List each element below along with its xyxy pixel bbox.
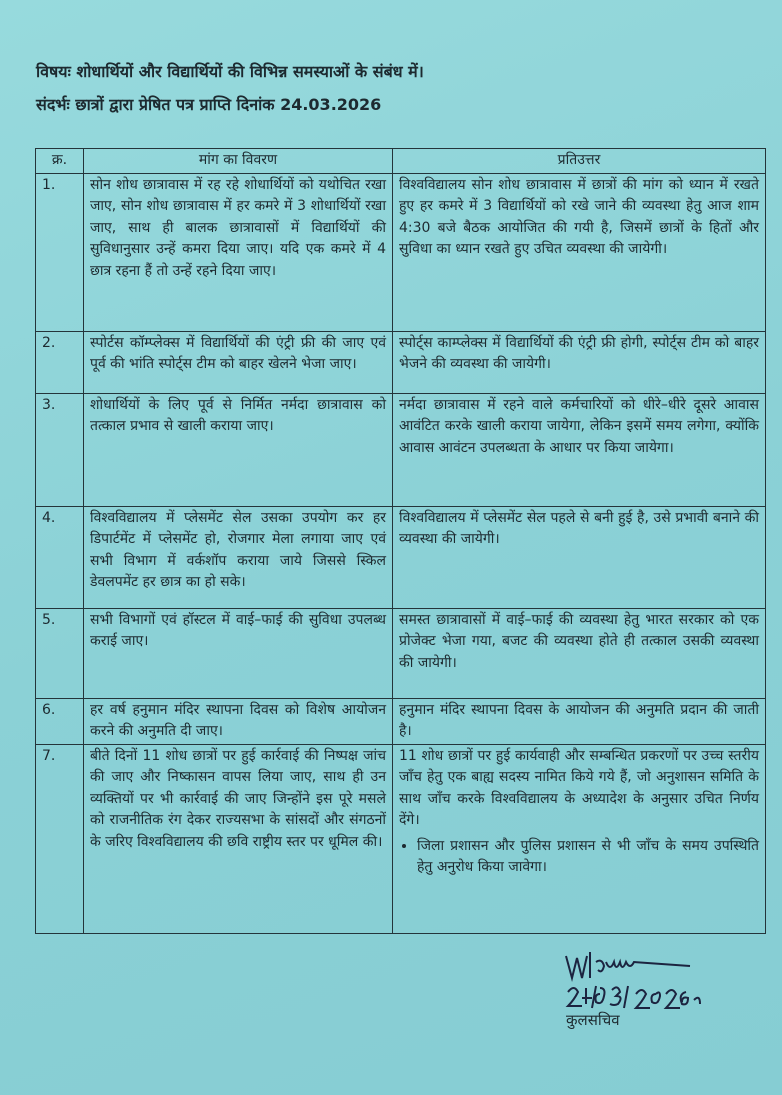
serial-number: 2. <box>36 331 84 393</box>
demand-text: स्पोर्टस कॉम्प्लेक्स में विद्यार्थियों की एंट्री फ्री की जाए एवं पूर्व की भांति स्पोर्ट्स टीम को बाहर खेलने भेजा जाए। <box>84 331 393 393</box>
response-text: हनुमान मंदिर स्थापना दिवस के आयोजन की अनुमति प्रदान की जाती है। <box>393 698 766 744</box>
response-bullet: • जिला प्रशासन और पुलिस प्रशासन से भी जॉंच के समय उपस्थिति हेतु अनुरोध किया जावेगा। <box>417 836 759 879</box>
table-row <box>36 331 766 393</box>
demand-text: बीते दिनों 11 शोध छात्रों पर हुई कार्रवाई की निष्पक्ष जांच की जाए और निष्कासन वापस लिया जाए, साथ ही उन व्यक्तियों पर भी कार्रवाई की जाए जिन्होंने इस पूरे मसले को राजनीतिक रंग देकर राज्यसभा के सांसदों और संगठनों के जरिए विश्वविद्यालय की छवि राष्ट्रीय स्तर पर धूमिल की। <box>84 744 393 933</box>
serial-number: 5. <box>36 608 84 698</box>
response-text: समस्त छात्रावासों में वाई–फाई की व्यवस्था हेतु भारत सरकार को एक प्रोजेक्ट भेजा गया, बजट की व्यवस्था होते ही तत्काल उसकी व्यवस्था की जायेगी। <box>393 608 766 698</box>
demand-text: विश्वविद्यालय में प्लेसमेंट सेल उसका उपयोग कर हर डिपार्टमेंट में प्लेसमेंट हो, रोजगार मेला लगाया जाए एवं सभी विभाग में वर्कशॉप कराया जाये जिससे स्किल डेवलपमेंट हर छात्र का हो सके। <box>84 506 393 608</box>
table-row <box>36 744 766 933</box>
header-response: प्रतिउत्तर <box>393 149 766 174</box>
serial-number: 7. <box>36 744 84 933</box>
serial-number: 4. <box>36 506 84 608</box>
response-text: नर्मदा छात्रावास में रहने वाले कर्मचारियों को धीरे–धीरे दूसरे आवास आवंटित करके खाली कराया जायेगा, लेकिन इसमें समय लगेगा, क्योंकि आवास आवंटन उपलब्धता के आधार पर किया जायेगा। <box>393 393 766 506</box>
table-row <box>36 698 766 744</box>
response-text: स्पोर्ट्स काम्प्लेक्स में विद्यार्थियों की एंट्री फ्री होगी, स्पोर्ट्स टीम को बाहर भेजने की व्यवस्था की जायेगी। <box>393 331 766 393</box>
subject-line: विषयः शोधार्थियों और विद्यार्थियों की विभिन्न समस्याओं के संबंध में। <box>36 62 424 81</box>
response-text: 11 शोध छात्रों पर हुई कार्यवाही और सम्बन्धित प्रकरणों पर उच्च स्तरीय जॉंच हेतु एक बाह्य सदस्य नामित किये गये हैं, जो अनुशासन समिति के साथ जॉंच करके विश्वविद्यालय के अध्यादेश के अनुसार उचित निर्णय देंगे। <box>399 747 759 828</box>
response-cell <box>393 744 766 933</box>
serial-number: 6. <box>36 698 84 744</box>
reference-line: संदर्भः छात्रों द्वारा प्रेषित पत्र प्राप्ति दिनांक 24.03.2026 <box>36 95 382 114</box>
demand-text: सोन शोध छात्रावास में रह रहे शोधार्थियों को यथोचित रखा जाए, सोन शोध छात्रावास में हर कमरे में 3 शोधार्थियों रखा जाए, साथ ही बालक छात्रावासों में विद्यार्थियों की सुविधानुसार उन्हें कमरा दिया जाए। यदि एक कमरे में 4 छात्र रहना हैं तो उन्हें रहने दिया जाए। <box>84 173 393 331</box>
serial-number: 3. <box>36 393 84 506</box>
response-bullet-list <box>399 836 759 879</box>
demands-table <box>35 148 766 934</box>
demand-text: शोधार्थियों के लिए पूर्व से निर्मित नर्मदा छात्रावास को तत्काल प्रभाव से खाली कराया जाए। <box>84 393 393 506</box>
designation-registrar: कुलसचिव <box>566 1011 620 1029</box>
serial-number: 1. <box>36 173 84 331</box>
demand-text: सभी विभागों एवं हॉस्टल में वाई–फाई की सुविधा उपलब्ध कराई जाए। <box>84 608 393 698</box>
header-demand: मांग का विवरण <box>84 149 393 174</box>
table-row <box>36 608 766 698</box>
handwritten-signature <box>560 948 710 1013</box>
table-row <box>36 393 766 506</box>
header-serial: क्र. <box>36 149 84 174</box>
response-text: विश्वविद्यालय में प्लेसमेंट सेल पहले से बनी हुई है, उसे प्रभावी बनाने की व्यवस्था की जायेगी। <box>393 506 766 608</box>
demand-text: हर वर्ष हनुमान मंदिर स्थापना दिवस को विशेष आयोजन करने की अनुमति दी जाए। <box>84 698 393 744</box>
table-header-row <box>36 149 766 174</box>
response-text: विश्वविद्यालय सोन शोध छात्रावास में छात्रों की मांग को ध्यान में रखते हुए हर कमरे में 3 विद्यार्थियों को रखे जाने की व्यवस्था हेतु आज शाम 4:30 बजे बैठक आयोजित की गयी है, जिसमें छात्रों के हितों और सुविधा का ध्यान रखते हुए उचित व्यवस्था की जायेगी। <box>393 173 766 331</box>
table-row <box>36 173 766 331</box>
table-row <box>36 506 766 608</box>
